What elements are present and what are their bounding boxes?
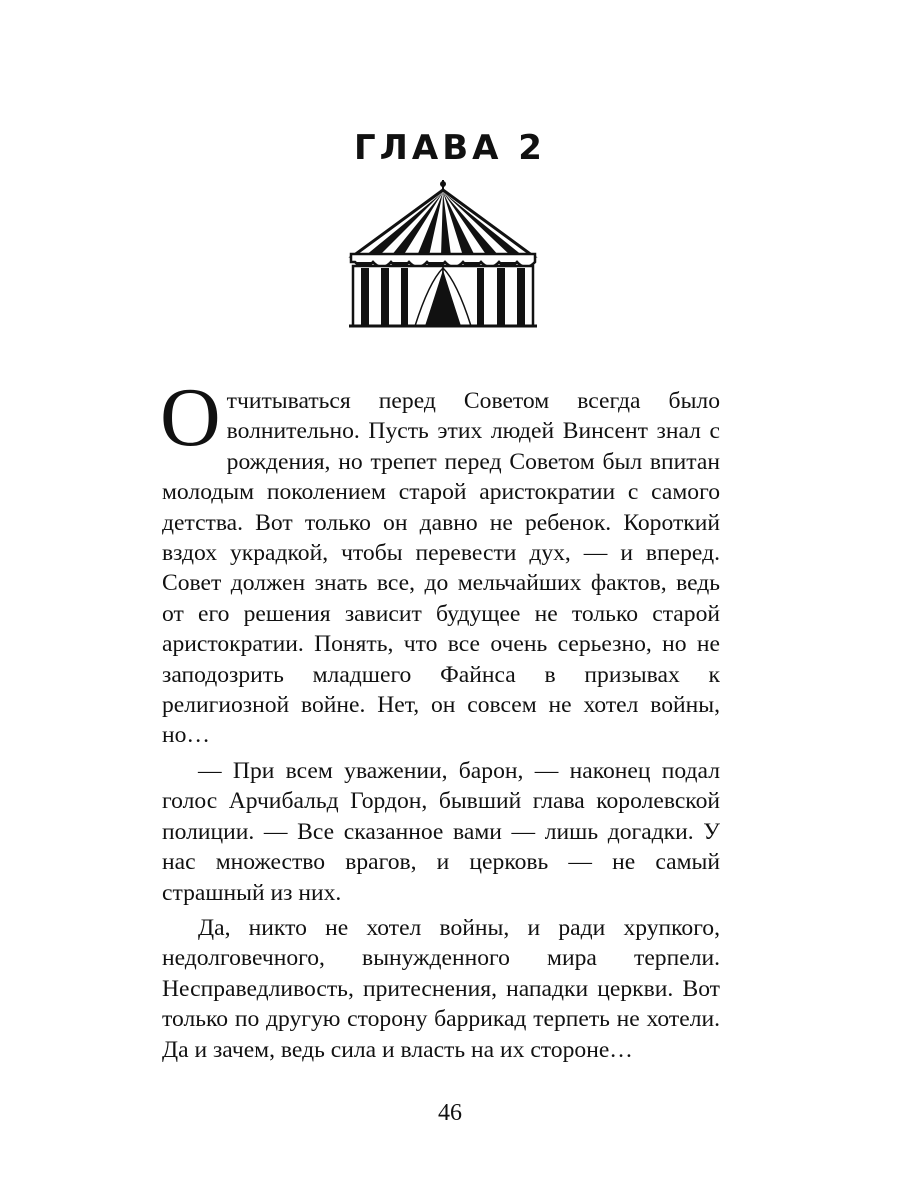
paragraph-2: — При всем уважении, барон, — наконец подал голос Арчибальд Гордон, бывший глава королевской полиции. — Все сказанное вами — лишь догадки. У нас множество врагов, и церковь — не самый страшный из них.: [162, 757, 720, 906]
paragraph-1: [160, 371, 720, 751]
chapter-title: ГЛАВА 2: [354, 128, 546, 168]
page-number: 46: [438, 1100, 462, 1126]
paragraph-1-text: тчитываться перед Советом всегда было волнительно. Пусть этих людей Винсент знал с рождения, но трепет перед Советом был впитан молодым поколением старой аристократии с самого детства. Вот только он давно не ребенок. Короткий вздох украдкой, чтобы перевести дух, — и вперед. Совет должен знать все, до мельчайших фактов, ведь от его решения зависит будущее не только старой аристократии. Понять, что все очень серьезно, но не заподозрить младшего Файнса в призывах к религиозной войне. Нет, он совсем не хотел войны, но…: [162, 388, 720, 749]
circus-tent-icon: [343, 178, 543, 330]
paragraph-3: Да, никто не хотел войны, и ради хрупкого, недолговечного, вынужденного мира терпели. Несправедливость, притеснения, нападки церкви. Вот только по другую сторону баррикад терпеть не хотели. Да и зачем, ведь сила и власть на их стороне…: [162, 914, 720, 1063]
drop-cap: О: [160, 371, 221, 464]
chapter-text: [160, 371, 720, 1065]
